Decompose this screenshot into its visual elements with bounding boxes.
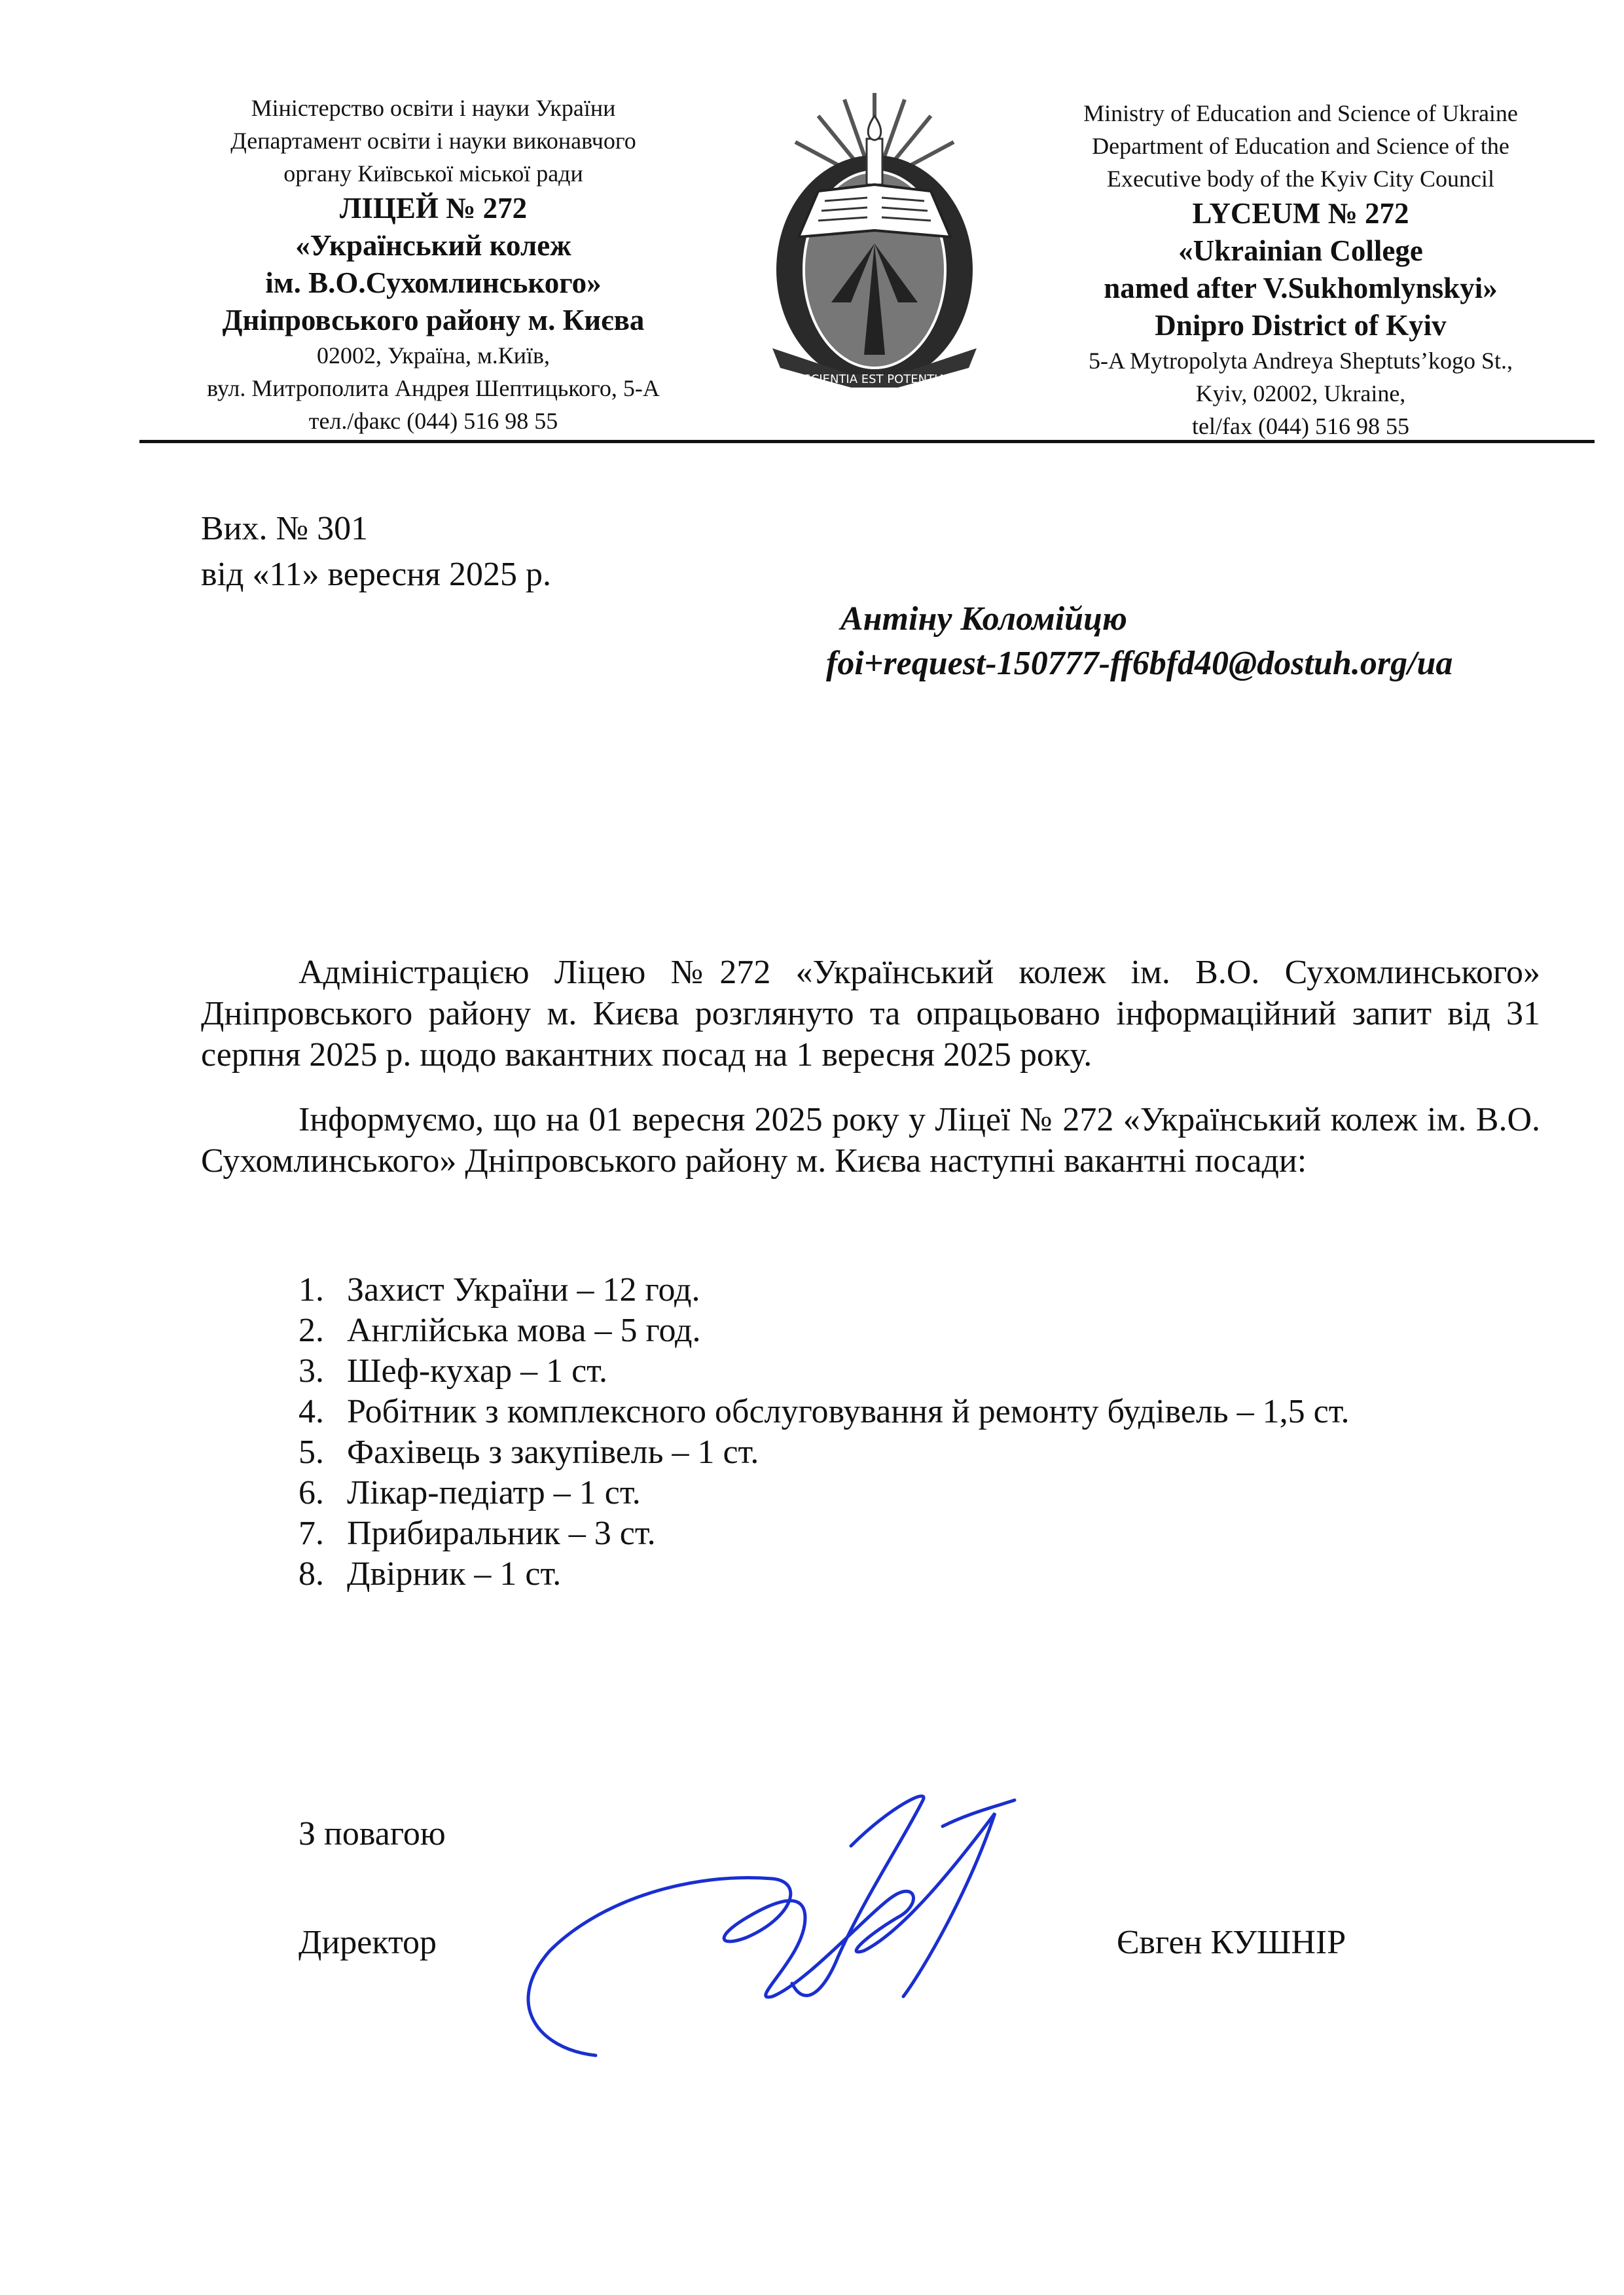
emblem-icon — [759, 86, 990, 391]
school-name-en-2: «Ukrainian College — [1178, 234, 1423, 267]
signature — [497, 1787, 1139, 2062]
dept-ua-2: органу Київської міської ради — [283, 160, 583, 187]
dept-ua-1: Департамент освіти і науки виконавчого — [230, 128, 636, 154]
address-ua-1: 02002, Україна, м.Київ, — [316, 342, 550, 369]
address-ua-2: вул. Митрополита Андрея Шептицького, 5-А — [207, 375, 660, 401]
ministry-en: Ministry of Education and Science of Ukraine — [1083, 100, 1518, 126]
list-item: 1. Захист України – 12 год. — [298, 1271, 700, 1309]
vacancy-list — [298, 1270, 1350, 1595]
list-item: 8. Двірник – 1 ст. — [298, 1555, 562, 1593]
district-ua: Дніпровського району м. Києва — [222, 304, 645, 336]
recipient-name: Антіну Коломійцю — [840, 600, 1127, 638]
ministry-ua: Міністерство освіти і науки України — [251, 95, 616, 121]
signer-name: Євген КУШНІР — [1117, 1924, 1346, 1961]
list-item: 7. Прибиральник – 3 ст. — [298, 1515, 656, 1552]
list-item: 6. Лікар-педіатр – 1 ст. — [298, 1474, 641, 1511]
school-name-ua-1: ЛІЦЕЙ № 272 — [339, 192, 528, 225]
phone-ua: тел./факс (044) 516 98 55 — [308, 408, 558, 434]
school-name-en-1: LYCEUM № 272 — [1192, 197, 1409, 230]
svg-text:SCIENTIA EST POTENTIA: SCIENTIA EST POTENTIA — [803, 372, 946, 386]
body-paragraph-2: Інформуємо, що на 01 вересня 2025 року у Ліцеї № 272 «Український колеж ім. В.О. Сухомлинського» Дніпровського району м. Києва наступні вакантні посади: — [201, 1101, 1540, 1180]
outgoing-date: від «11» вересня 2025 р. — [201, 556, 552, 593]
header-divider — [139, 440, 1595, 443]
list-item: 2. Англійська мова – 5 год. — [298, 1312, 701, 1349]
body-paragraph-1: Адміністрацією Ліцею №272 «Український колеж ім. В.О. Сухомлинського» Дніпровського району м. Києва розглянуто та опрацьовано інформаційний запит від 31 серпня 2025 р. щодо вакантних посад на 1 вересня 2025 року. — [201, 954, 1540, 1074]
district-en: Dnipro District of Kyiv — [1155, 309, 1447, 342]
outgoing-number: Вих. № 301 — [201, 510, 369, 547]
list-item: 4. Робітник з комплексного обслуговування й ремонту будівель – 1,5 ст. — [298, 1393, 1350, 1430]
signature-icon — [497, 1787, 1139, 2062]
school-name-ua-2: «Український колеж — [295, 229, 571, 262]
dept-en-1: Department of Education and Science of the — [1092, 133, 1509, 159]
school-name-en-3: named after V.Sukhomlynskyi» — [1104, 272, 1498, 304]
dept-en-2: Executive body of the Kyiv City Council — [1107, 166, 1494, 192]
closing-regards: З повагою — [298, 1815, 446, 1852]
phone-en: tel/fax (044) 516 98 55 — [1192, 413, 1409, 439]
list-item: 5. Фахівець з закупівель – 1 ст. — [298, 1434, 759, 1471]
address-en-1: 5-A Mytropolyta Andreya Sheptuts’kogo St., — [1089, 348, 1513, 374]
header-ukrainian — [139, 92, 728, 437]
school-name-ua-3: ім. В.О.Сухомлинського» — [265, 266, 602, 299]
header-english — [1006, 97, 1595, 443]
school-emblem — [759, 86, 990, 391]
list-item: 3. Шеф-кухар – 1 ст. — [298, 1352, 607, 1390]
signer-position: Директор — [298, 1924, 437, 1961]
address-en-2: Kyiv, 02002, Ukraine, — [1195, 380, 1406, 407]
recipient-email: foi+request-150777-ff6bfd40@dostuh.org/ua — [826, 645, 1453, 682]
